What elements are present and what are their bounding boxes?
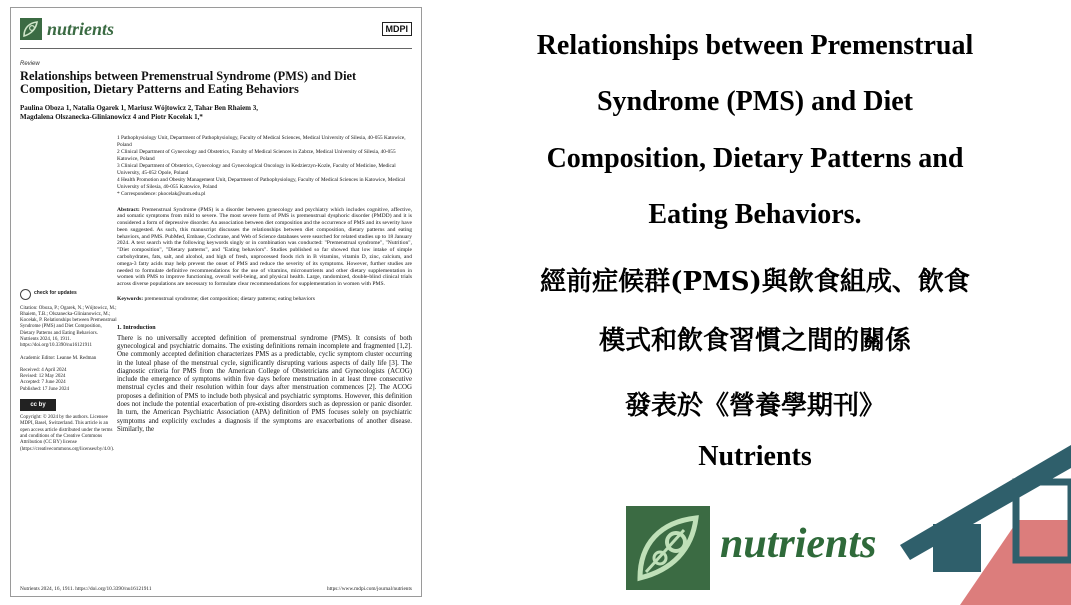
article-type: Review	[20, 61, 40, 67]
english-title-line-2: Syndrome (PMS) and Diet	[596, 86, 914, 117]
date-accepted: Accepted: 7 June 2024	[20, 380, 66, 386]
journal-label: Nutrients	[698, 441, 812, 472]
paper-header	[20, 16, 412, 42]
abstract-label: Abstract:	[117, 206, 140, 213]
paper-page	[10, 7, 422, 597]
abstract-text: Premenstrual Syndrome (PMS) is a disorder between gynecology and psychiatry which includes cognitive, affective, and somatic symptoms from mild to severe. The most severe form of PMS is premenstrual dysphoric disorder (PMDD) and it is considered a form of depressive disorder. An association between diet composition and the occurrence of PMS and its severity have been suggested. As such, this manuscript discusses the relationships between diet composition, dietary patterns and eating behaviors, and PMS. PubMed, Embase, Cochrane, and Web of Science databases were searched for related studies up to 18 January 2024. A text search with the following keywords singly or in combination was conducted: "Premenstrual syndrome", "Nutrition", "Diet composition", "Dietary patterns", and "Eating behaviors". Studies published so far showed that low intake of simple carbohydrates, fats, salt, and alcohol, and high of fresh, unprocessed foods rich in B vitamins, vitamin D, zinc, calcium, and omega-3 fatty acids may help prevent the onset of PMS and reduce the severity of its symptoms. However, further studies are needed to formulate definitive recommendations for the use of vitamins, micronutrients and other dietary supplementation in women with PMS to improve functioning, overall well-being, and physical health. Large, randomized, double-blind clinical trials across diverse populations are necessary to formulate clear recommendations for supplementation in women with PMS.	[117, 206, 412, 288]
nutrients-big-wordmark: nutrients	[720, 521, 877, 567]
academic-editor: Academic Editor: Leanne M. Redman	[20, 355, 97, 361]
keywords	[117, 296, 412, 303]
paper-authors	[20, 104, 412, 122]
correspondence: * Correspondence: pkocelak@sum.edu.pl	[117, 191, 206, 197]
authors-line-2: Magdalena Olszanecka-Glinianowicz 4 and Piotr Kocełak 1,*	[20, 113, 203, 121]
date-published: Published: 17 June 2024	[20, 386, 70, 392]
affiliation-item: 4 Health Promotion and Obesity Management Unit, Department of Pathophysiology, Faculty of Medical Sciences in Katowice, Medical University of Silesia, 40-055 Katowice, Poland	[117, 177, 406, 190]
english-title-line-3: Composition, Dietary Patterns and	[546, 143, 964, 174]
check-updates-label: check for updates	[34, 290, 77, 297]
keywords-text: premenstrual syndrome; diet composition; dietary patterns; eating behaviors	[144, 296, 315, 303]
english-title-line-4: Eating Behaviors.	[648, 199, 862, 230]
geometric-decoration	[900, 430, 1071, 605]
header-divider	[20, 48, 412, 49]
affiliation-item: 2 Clinical Department of Gynecology and Obstetrics, Faculty of Medical Sciences in Zabrze, Medical University of Silesia, 40-055 Katowice, Poland	[117, 149, 396, 162]
paper-title: Relationships between Premenstrual Syndrome (PMS) and Diet Composition, Dietary Patterns and Eating Behaviors	[20, 69, 357, 96]
chinese-title-line-2: 模式和飲食習慣之間的關係	[598, 326, 911, 356]
paper-body	[20, 207, 412, 453]
published-in: 發表於《營養學期刊》	[624, 391, 885, 421]
abstract	[117, 207, 412, 289]
journal-name: nutrients	[47, 18, 115, 39]
footer-url: https://www.mdpi.com/journal/nutrients	[327, 586, 412, 592]
dates	[20, 368, 117, 393]
check-for-updates-badge[interactable]	[20, 289, 117, 300]
english-title-line-1: Relationships between Premenstrual	[536, 30, 974, 61]
authors-line-1: Paulina Oboza 1, Natalia Ogarek 1, Mariusz Wójtowicz 2, Tahar Ben Rhaiem 3,	[20, 104, 259, 112]
nutrients-logo-icon	[20, 18, 42, 40]
side-column	[20, 207, 117, 453]
date-revised: Revised: 12 May 2024	[20, 374, 66, 380]
cc-license-badge: cc by	[20, 399, 56, 411]
check-updates-icon	[20, 289, 31, 300]
affiliations	[117, 135, 412, 198]
section-heading: 1. Introduction	[117, 324, 156, 331]
footer-citation: Nutrients 2024, 16, 1911. https://doi.org/10.3390/nu16121911	[20, 586, 152, 592]
main-column	[117, 207, 412, 453]
affiliation-item: 3 Clinical Department of Obstetrics, Gynecology and Gynecological Oncology in Kedzierzyn-Kozle, Faculty of Medicine, Medical University, 45-052 Opole, Poland	[117, 163, 396, 176]
affiliation-item: 1 Pathophysiology Unit, Department of Pathophysiology, Faculty of Medical Sciences, Medical University of Silesia, 40-055 Katowice, Poland	[117, 135, 406, 148]
citation: Citation: Oboza, P.; Ogarek, N.; Wójtowicz, M.; Rhaiem, T.B.; Olszanecka-Glinianowicz, M.; Kocełak, P. Relationships between Premenstrual Syndrome (PMS) and Diet Composition, Dietary Patterns and Eating Behaviors. Nutrients 2024, 16, 1911. https://doi.org/10.3390/nu16121911	[20, 305, 117, 349]
introduction-text: There is no universally accepted definition of premenstrual syndrome (PMS). It consists of both gynecological and psychiatric domains. The existing definitions remain incomplete and fragmented [1,2]. One commonly accepted definition characterizes PMS as a predictable, cyclic symptom cluster occurring in the luteal phase of the menstrual cycle, significantly disrupting various aspects of daily life [3]. The diagnostic criteria for PMS from the American College of Obstetricians and Gynecologists (ACOG) include the emergence of symptoms within five days before menstruation in at least three consecutive menstrual cycles and their resolution within four days after menstruation commences [2]. The ACOG proposes a definition of PMS to include both physical and psychiatric symptoms. However, this definition does not include the potential exacerbation of pre-existing disorders such as depression or panic disorder. In turn, the American Psychiatric Association (APA) definition of PMS focuses solely on psychiatric symptoms and explicitly excludes a diagnosis if the symptoms are exacerbations of another disease. Similarly, the	[117, 334, 412, 433]
chinese-title-line-1: 經前症候群(PMS)與飲食組成、飲食	[540, 267, 970, 297]
teal-square-shape	[933, 524, 981, 572]
copyright: Copyright: © 2024 by the authors. Licensee MDPI, Basel, Switzerland. This article is an open access article distributed under the terms and conditions of the Creative Commons Attribution (CC BY) license (https://creativecommons.org/licenses/by/4.0/).	[20, 415, 115, 452]
publisher-logo: MDPI	[382, 22, 413, 36]
keywords-label: Keywords:	[117, 296, 144, 303]
paper-footer	[20, 586, 412, 592]
journal-logo	[20, 18, 114, 40]
nutrients-big-logo-icon	[626, 506, 710, 590]
date-received: Received: 4 April 2024	[20, 367, 67, 373]
